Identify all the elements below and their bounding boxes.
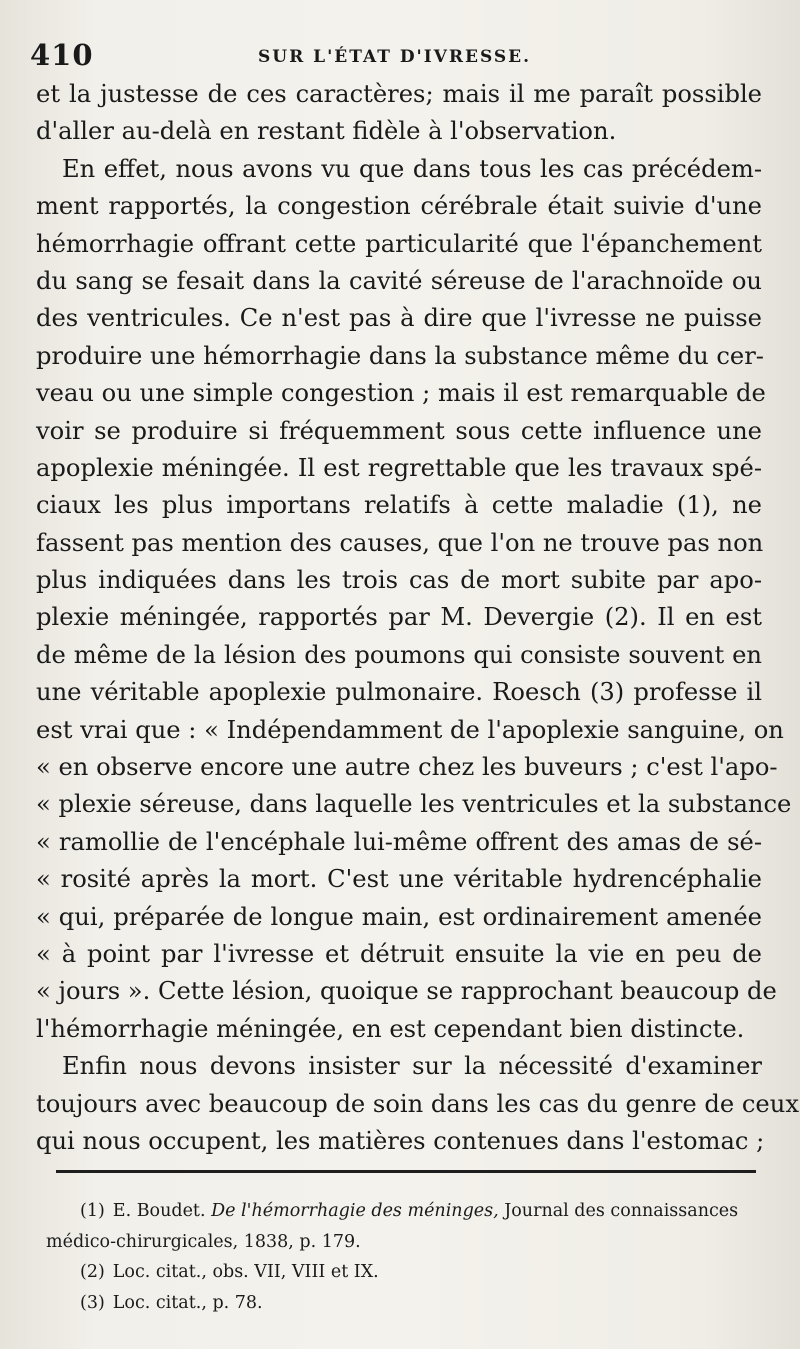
- text-line: qui nous occupent, les matières contenues dans l'estomac ;: [36, 1126, 765, 1155]
- footnote-author: E. Boudet.: [112, 1201, 206, 1221]
- footnote-marker: (2): [80, 1262, 105, 1282]
- text-line: ciaux les plus importans relatifs à cette maladie (1), ne: [36, 491, 762, 520]
- text-line: produire une hémorrhagie dans la substance même du cer-: [36, 341, 764, 370]
- text-line: « rosité après la mort. C'est une véritable hydrencéphalie: [36, 865, 762, 894]
- text-line: du sang se fesait dans la cavité séreuse de l'arachnoïde ou: [36, 266, 762, 295]
- text-line: veau ou une simple congestion ; mais il est remarquable de: [36, 379, 766, 408]
- footnote-text: Loc. citat., obs. VII, VIII et IX.: [112, 1262, 379, 1282]
- text-line: l'hémorrhagie méningée, en est cependant bien distincte.: [36, 1014, 745, 1043]
- text-line: « à point par l'ivresse et détruit ensuite la vie en peu de: [36, 939, 762, 968]
- running-header: [30, 38, 760, 72]
- footnote-divider: [56, 1170, 756, 1173]
- text-line: d'aller au-delà en restant fidèle à l'observation.: [36, 117, 617, 146]
- text-line: Enfin nous devons insister sur la nécessité d'examiner: [62, 1052, 762, 1081]
- text-line: plexie méningée, rapportés par M. Devergie (2). Il en est: [36, 603, 762, 632]
- footnote-1: [46, 1196, 772, 1227]
- text-line: toujours avec beaucoup de soin dans les cas du genre de ceux: [36, 1089, 799, 1118]
- text-line: « ramollie de l'encéphale lui-même offrent des amas de sé-: [36, 827, 762, 856]
- footnote-1-continuation: médico-chirurgicales, 1838, p. 179.: [46, 1231, 361, 1252]
- text-line: une véritable apoplexie pulmonaire. Roesch (3) professe il: [36, 678, 762, 707]
- text-line: voir se produire si fréquemment sous cette influence une: [36, 416, 762, 445]
- text-line: des ventricules. Ce n'est pas à dire que l'ivresse ne puisse: [36, 304, 762, 333]
- text-line: hémorrhagie offrant cette particularité que l'épanchement: [36, 229, 762, 258]
- footnote-journal: Journal des connaissances: [504, 1201, 739, 1221]
- text-line: « qui, préparée de longue main, est ordinairement amenée: [36, 902, 762, 931]
- footnote-text: Loc. citat., p. 78.: [112, 1292, 263, 1313]
- page-number: 410: [30, 38, 94, 72]
- text-line: plus indiquées dans les trois cas de mort subite par apo-: [36, 566, 762, 595]
- running-title: SUR L'ÉTAT D'IVRESSE.: [258, 47, 532, 67]
- text-line: et la justesse de ces caractères; mais il me paraît possible: [36, 80, 762, 108]
- footnote-work-title: De l'hémorrhagie des méninges,: [211, 1201, 499, 1221]
- text-line: ment rapportés, la congestion cérébrale était suivie d'une: [36, 192, 762, 221]
- footnote-3: [46, 1288, 772, 1319]
- footnotes: [46, 1196, 772, 1318]
- text-line: fassent pas mention des causes, que l'on ne trouve pas non: [36, 528, 764, 557]
- text-line: En effet, nous avons vu que dans tous les cas précédem-: [62, 154, 762, 183]
- footnote-marker: (3): [80, 1292, 105, 1313]
- text-line: « en observe encore une autre chez les buveurs ; c'est l'apo-: [36, 753, 778, 782]
- text-line: « jours ». Cette lésion, quoique se rapprochant beaucoup de: [36, 977, 777, 1006]
- footnote-2: [46, 1257, 772, 1288]
- text-line: « plexie séreuse, dans laquelle les ventricules et la substance: [36, 790, 792, 819]
- footnote-marker: (1): [80, 1201, 105, 1221]
- body-text: [36, 76, 799, 1160]
- text-line: apoplexie méningée. Il est regrettable que les travaux spé-: [36, 453, 762, 482]
- text-line: est vrai que : « Indépendamment de l'apoplexie sanguine, on: [36, 715, 784, 744]
- text-line: de même de la lésion des poumons qui consiste souvent en: [36, 640, 762, 669]
